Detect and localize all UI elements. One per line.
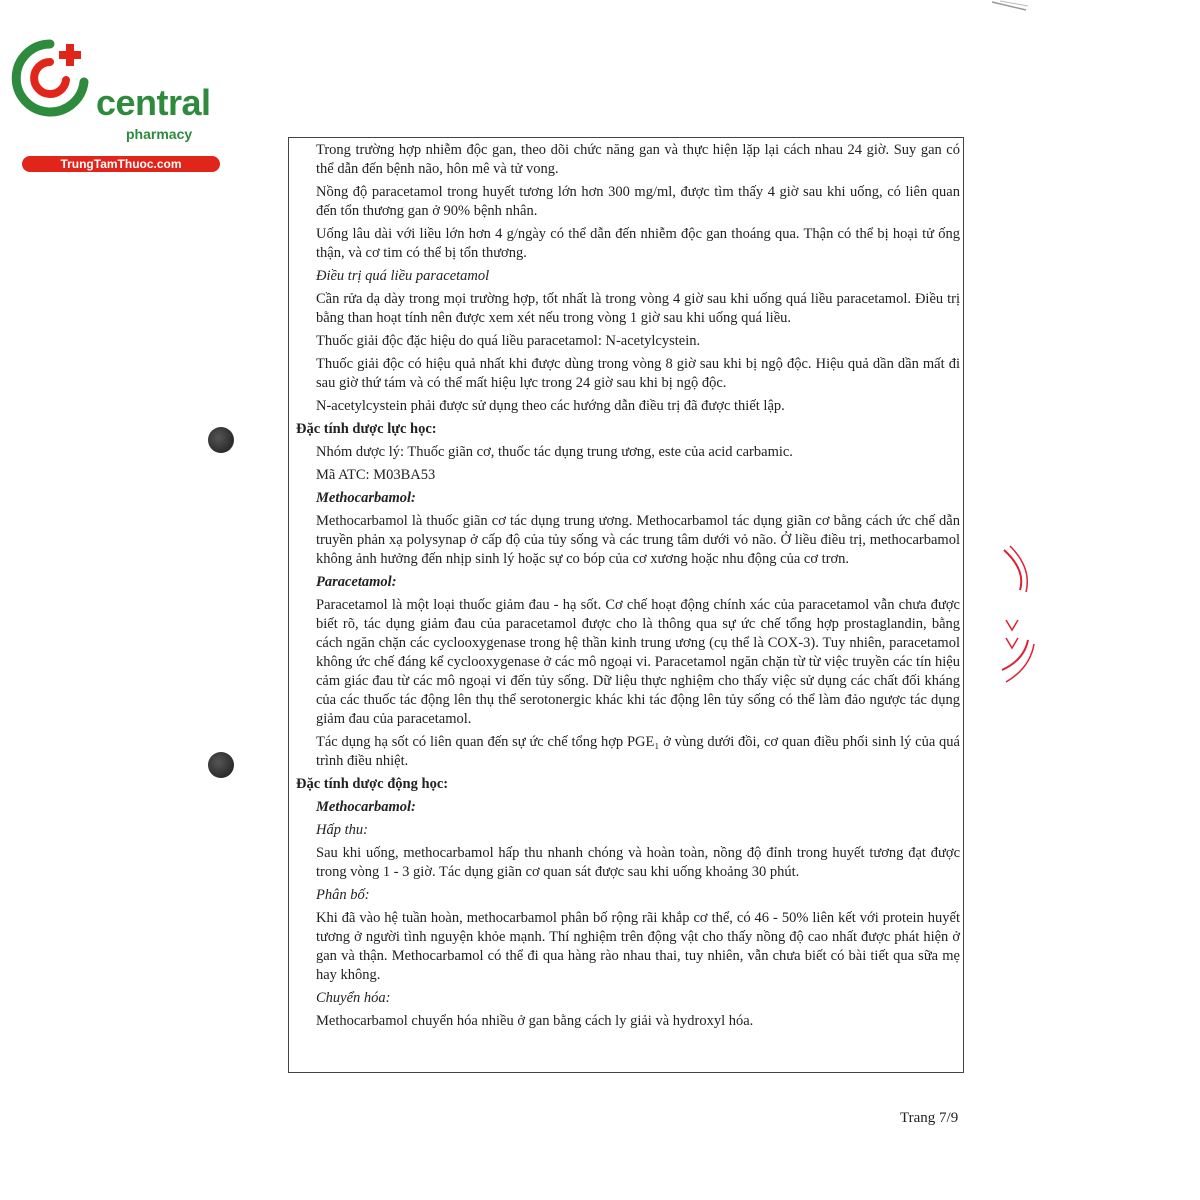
paragraph: Mã ATC: M03BA53 — [316, 467, 436, 483]
page-number: Trang 7/9 — [900, 1110, 959, 1126]
document-content — [296, 141, 960, 1035]
paragraph: Khi đã vào hệ tuần hoàn, methocarbamol phân bố rộng rãi khắp cơ thể, có 46 - 50% liên kết với protein huyết tương ở người tình nguyện khỏe mạnh. Thí nghiệm trên động vật cho thấy nồng độ cao nhất được phát hiện ở gan và thận. Methocarbamol có thể đi qua hàng rào nhau thai, tuy nhiên, vẫn chưa biết có bài tiết qua sữa mẹ hay không. — [316, 910, 960, 983]
paragraph: Methocarbamol là thuốc giãn cơ tác dụng trung ương. Methocarbamol tác dụng giãn cơ bằng cách ức chế dẫn truyền phản xạ polysynap ở cấp độ của tủy sống và các trung tâm dưới vỏ não. Ở liều điều trị, methocarbamol không ảnh hưởng đến nhịp sinh lý hoặc sự co bóp của cơ xương hoặc nhu động của cơ trơn. — [316, 513, 960, 567]
subheading-methocarbamol: Methocarbamol: — [316, 490, 416, 506]
heading-pharmacodynamics: Đặc tính dược lực học: — [296, 421, 437, 437]
paragraph: Trong trường hợp nhiễm độc gan, theo dõi chức năng gan và thực hiện lặp lại cách nhau 24 giờ. Suy gan có thể dẫn đến bệnh não, hôn mê và tử vong. — [316, 142, 960, 177]
subheading-paracetamol: Paracetamol: — [316, 574, 397, 590]
paragraph: N-acetylcystein phải được sử dụng theo các hướng dẫn điều trị đã được thiết lập. — [316, 398, 785, 414]
scan-mark-icon — [990, 0, 1030, 14]
subheading-methocarbamol: Methocarbamol: — [316, 799, 416, 815]
punch-hole-icon — [208, 427, 234, 453]
paragraph: Thuốc giải độc có hiệu quả nhất khi được dùng trong vòng 8 giờ sau khi bị ngộ độc. Hiệu quả dần dần mất đi sau giờ thứ tám và có thể mất hiệu lực trong 24 giờ sau khi bị ngộ độc. — [316, 356, 960, 391]
paragraph: Cần rửa dạ dày trong mọi trường hợp, tốt nhất là trong vòng 4 giờ sau khi uống quá liều paracetamol. Điều trị bằng than hoạt tính nên được xem xét nếu trong vòng 1 giờ sau khi uống quá liều. — [316, 291, 960, 326]
logo-mark-icon — [10, 38, 94, 118]
paragraph: Tác dụng hạ sốt có liên quan đến sự ức chế tổng hợp PGE₁ ở vùng dưới đồi, cơ quan điều phối sinh lý của quá trình điều nhiệt. — [316, 734, 960, 769]
paragraph: Nhóm dược lý: Thuốc giãn cơ, thuốc tác dụng trung ương, este của acid carbamic. — [316, 444, 793, 460]
paragraph: Paracetamol là một loại thuốc giảm đau - hạ sốt. Cơ chế hoạt động chính xác của paracetamol vẫn chưa được biết rõ, tác dụng giảm đau của paracetamol được cho là thông qua sự ức chế tổng hợp prostaglandin, bằng cách ngăn chặn các cyclooxygenase trong hệ thần kinh trung ương (cụ thể là COX-3). Tuy nhiên, paracetamol không ức chế đáng kể cyclooxygenase ở các mô ngoại vi. Paracetamol ngăn chặn từ từ việc truyền các tín hiệu cảm giác đau từ các mô ngoại vi đến tủy sống. Dữ liệu thực nghiệm cho thấy việc sử dụng các chất đối kháng của các thuốc tác động lên thụ thể serotonergic khác khi tác động lên tủy sống có thể làm đảo ngược tác dụng giảm đau của paracetamol. — [316, 597, 960, 727]
subheading-absorption: Hấp thu: — [316, 822, 368, 838]
paragraph: Uống lâu dài với liều lớn hơn 4 g/ngày có thể dẫn đến nhiễm độc gan thoáng qua. Thận có thể bị hoại tử ống thận, và cơ tim có thể bị tổn thương. — [316, 226, 960, 261]
subheading-distribution: Phân bố: — [316, 887, 370, 903]
logo-url: TrungTamThuoc.com — [22, 156, 220, 172]
subheading-metabolism: Chuyển hóa: — [316, 990, 391, 1006]
heading-pharmacokinetics: Đặc tính dược động học: — [296, 776, 449, 792]
red-stamp-icon — [996, 540, 1036, 690]
paragraph: Thuốc giải độc đặc hiệu do quá liều paracetamol: N-acetylcystein. — [316, 333, 701, 349]
central-pharmacy-logo[interactable] — [10, 38, 220, 171]
logo-subtitle: pharmacy — [126, 126, 193, 142]
logo-name: central — [96, 82, 211, 123]
paragraph: Sau khi uống, methocarbamol hấp thu nhanh chóng và hoàn toàn, nồng độ đỉnh trong huyết tương đạt được trong vòng 1 - 3 giờ. Tác dụng giãn cơ quan sát được sau khi uống khoảng 30 phút. — [316, 845, 960, 880]
paragraph: Nồng độ paracetamol trong huyết tương lớn hơn 300 mg/ml, được tìm thấy 4 giờ sau khi uống, có liên quan đến tổn thương gan ở 90% bệnh nhân. — [316, 184, 960, 219]
punch-hole-icon — [208, 752, 234, 778]
subheading-overdose-treatment: Điều trị quá liều paracetamol — [316, 268, 490, 284]
paragraph: Methocarbamol chuyển hóa nhiều ở gan bằng cách ly giải và hydroxyl hóa. — [316, 1013, 754, 1029]
